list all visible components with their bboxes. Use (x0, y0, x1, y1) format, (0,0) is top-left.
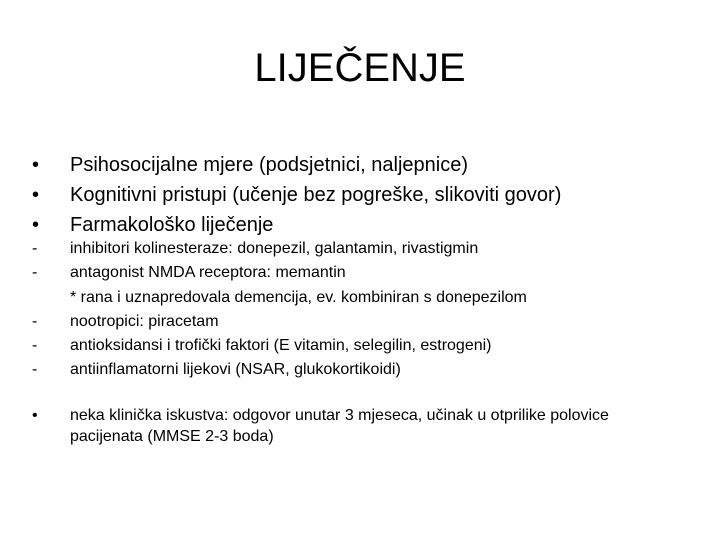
medication-item (32, 334, 527, 358)
main-bullet-list (32, 150, 561, 240)
bullet-marker: • (32, 154, 40, 176)
bullet-item (32, 405, 670, 447)
medication-note-text: * rana i uznapredovala demencija, ev. kombiniran s donepezilom (70, 288, 527, 306)
bullet-text: neka klinička iskustva: odgovor unutar 3 mjeseca, učinak u otprilike polovice pacijenata (MMSE 2-3 boda) (70, 407, 609, 445)
dash-marker: - (32, 312, 38, 330)
bullet-marker: • (32, 184, 40, 206)
dash-marker: - (32, 361, 38, 379)
slide-title: LIJEČENJE (254, 46, 466, 90)
bullet-marker: • (32, 214, 40, 236)
medication-item (32, 358, 527, 382)
dash-marker: - (32, 240, 38, 257)
medication-note (32, 286, 527, 310)
dash-marker: - (32, 264, 38, 282)
dash-marker: - (32, 337, 38, 355)
bullet-item (32, 180, 561, 210)
medication-text: antiinflamatorni lijekovi (NSAR, glukokortikoidi) (70, 361, 401, 379)
bullet-text: Kognitivni pristupi (učenje bez pogreške, slikoviti govor) (70, 184, 562, 206)
medication-text: antioksidansi i trofički faktori (E vitamin, selegilin, estrogeni) (70, 337, 492, 355)
bullet-marker: • (32, 407, 38, 424)
medication-text: inhibitori kolinesteraze: donepezil, galantamin, rivastigmin (70, 240, 479, 257)
bullet-text: Farmakološko liječenje (70, 214, 274, 236)
medication-text: antagonist NMDA receptora: memantin (70, 264, 346, 282)
medication-text: nootropici: piracetam (70, 312, 219, 330)
bullet-text: Psihosocijalne mjere (podsjetnici, naljepnice) (70, 154, 468, 176)
bullet-item (32, 210, 561, 240)
medication-list (32, 237, 527, 383)
bullet-item (32, 150, 561, 180)
medication-item (32, 237, 527, 261)
medication-item (32, 310, 527, 334)
medication-item (32, 261, 527, 285)
clinical-experience-list (32, 405, 670, 447)
